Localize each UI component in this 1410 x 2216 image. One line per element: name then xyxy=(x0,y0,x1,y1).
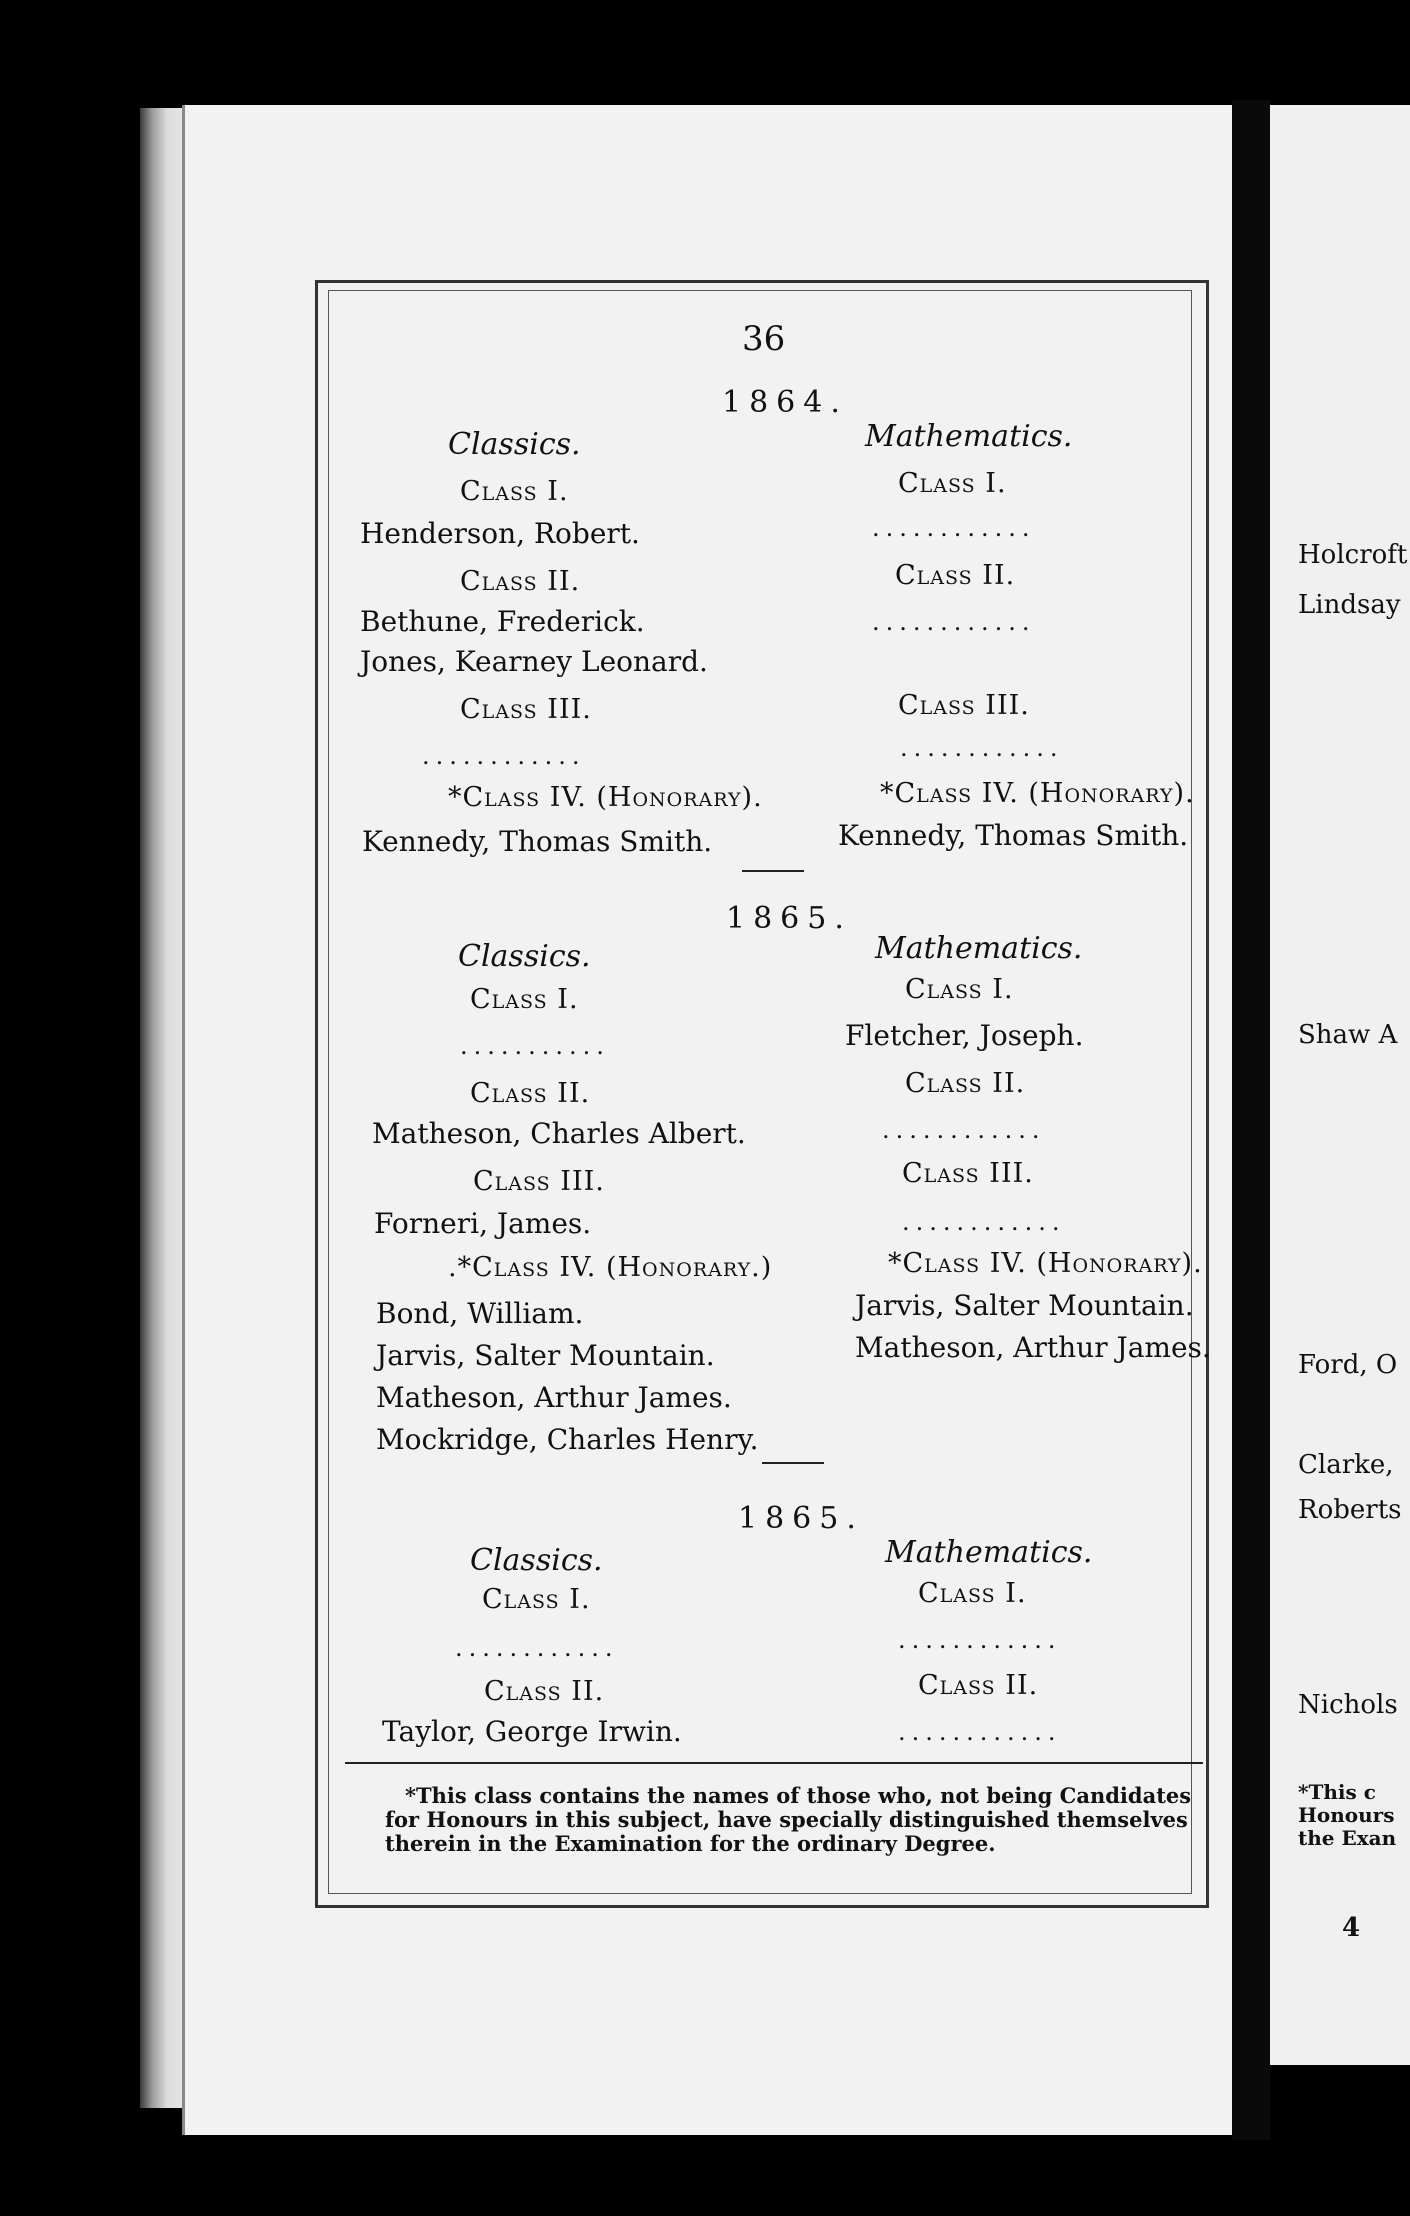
candidate-name: Jarvis, Salter Mountain. xyxy=(376,1339,715,1372)
candidate-name: Bond, William. xyxy=(376,1297,584,1330)
candidate-name: Matheson, Charles Albert. xyxy=(372,1117,746,1150)
class-heading: Class II. xyxy=(484,1676,605,1707)
adjacent-footnote: *This c xyxy=(1298,1780,1376,1804)
section-rule xyxy=(762,1462,824,1464)
class-heading: Class II. xyxy=(895,560,1016,591)
candidate-name: Kennedy, Thomas Smith. xyxy=(838,819,1189,852)
class-heading: Class II. xyxy=(470,1078,591,1109)
adjacent-text: Shaw A xyxy=(1298,1020,1398,1050)
class-heading: Class II. xyxy=(460,566,581,597)
section-rule xyxy=(742,870,804,872)
adjacent-footnote: Honours xyxy=(1298,1803,1395,1827)
adjacent-page xyxy=(1270,105,1410,2065)
classics-heading: Classics. xyxy=(458,939,591,974)
class-heading: Class I. xyxy=(898,468,1007,499)
year-heading: 1865. xyxy=(738,1501,864,1536)
class-heading: Class II. xyxy=(918,1670,1039,1701)
candidate-name: Jarvis, Salter Mountain. xyxy=(855,1289,1194,1322)
candidate-name: Matheson, Arthur James. xyxy=(855,1331,1211,1364)
adjacent-text: Lindsay xyxy=(1298,590,1401,620)
class-heading: Class I. xyxy=(905,974,1014,1005)
classics-heading: Classics. xyxy=(470,1543,603,1578)
candidate-name: Henderson, Robert. xyxy=(360,517,640,550)
candidate-name: Fletcher, Joseph. xyxy=(845,1019,1084,1052)
empty-class-dots: ............ xyxy=(882,1116,1046,1144)
adjacent-text: Holcroft xyxy=(1298,540,1408,570)
classics-heading: Classics. xyxy=(448,427,581,462)
footnote-rule xyxy=(345,1762,1203,1764)
candidate-name: Matheson, Arthur James. xyxy=(376,1381,732,1414)
empty-class-dots: ............ xyxy=(898,1718,1062,1746)
mathematics-heading: Mathematics. xyxy=(885,1535,1093,1570)
class-heading: Class III. xyxy=(902,1158,1034,1189)
footnote: *This class contains the names of those who, not being Candidates for Honours in this subject, have specially distinguished themselves therein in the Examination for the ordinary Degree. xyxy=(385,1783,1192,1857)
empty-class-dots: ............ xyxy=(898,1626,1062,1654)
class-heading: *Class IV. (Honorary). xyxy=(880,778,1195,809)
year-heading: 1864. xyxy=(722,385,848,420)
class-heading: Class I. xyxy=(918,1578,1027,1609)
class-heading: Class III. xyxy=(460,694,592,725)
class-heading: Class III. xyxy=(898,690,1030,721)
candidate-name: Bethune, Frederick. xyxy=(360,605,645,638)
empty-class-dots: ........... xyxy=(460,1032,610,1060)
class-heading: .*Class IV. (Honorary.) xyxy=(448,1252,773,1283)
empty-class-dots: ............ xyxy=(900,734,1064,762)
adjacent-text: Nichols xyxy=(1298,1690,1398,1720)
adjacent-page-number: 4 xyxy=(1342,1913,1361,1943)
class-heading: Class III. xyxy=(473,1166,605,1197)
adjacent-text: Roberts xyxy=(1298,1495,1402,1525)
class-heading: Class I. xyxy=(482,1584,591,1615)
candidate-name: Mockridge, Charles Henry. xyxy=(376,1423,759,1456)
class-heading: Class I. xyxy=(470,984,579,1015)
mathematics-heading: Mathematics. xyxy=(875,931,1083,966)
year-heading: 1865. xyxy=(726,901,852,936)
empty-class-dots: ............ xyxy=(872,608,1036,636)
empty-class-dots: ............ xyxy=(902,1208,1066,1236)
adjacent-text: Clarke, xyxy=(1298,1450,1394,1480)
page-number: 36 xyxy=(742,319,786,359)
mathematics-heading: Mathematics. xyxy=(865,419,1073,454)
adjacent-text: Ford, O xyxy=(1298,1350,1398,1380)
class-heading: *Class IV. (Honorary). xyxy=(448,782,763,813)
class-heading: Class I. xyxy=(460,476,569,507)
candidate-name: Forneri, James. xyxy=(374,1207,592,1240)
empty-class-dots: ............ xyxy=(455,1634,619,1662)
candidate-name: Taylor, George Irwin. xyxy=(382,1715,682,1748)
class-heading: *Class IV. (Honorary). xyxy=(888,1248,1203,1279)
candidate-name: Kennedy, Thomas Smith. xyxy=(362,825,713,858)
class-heading: Class II. xyxy=(905,1068,1026,1099)
candidate-name: Jones, Kearney Leonard. xyxy=(360,645,708,678)
page-gutter xyxy=(1232,100,1270,2140)
empty-class-dots: ............ xyxy=(422,742,586,770)
adjacent-footnote: the Exan xyxy=(1298,1826,1397,1850)
empty-class-dots: ............ xyxy=(872,514,1036,542)
